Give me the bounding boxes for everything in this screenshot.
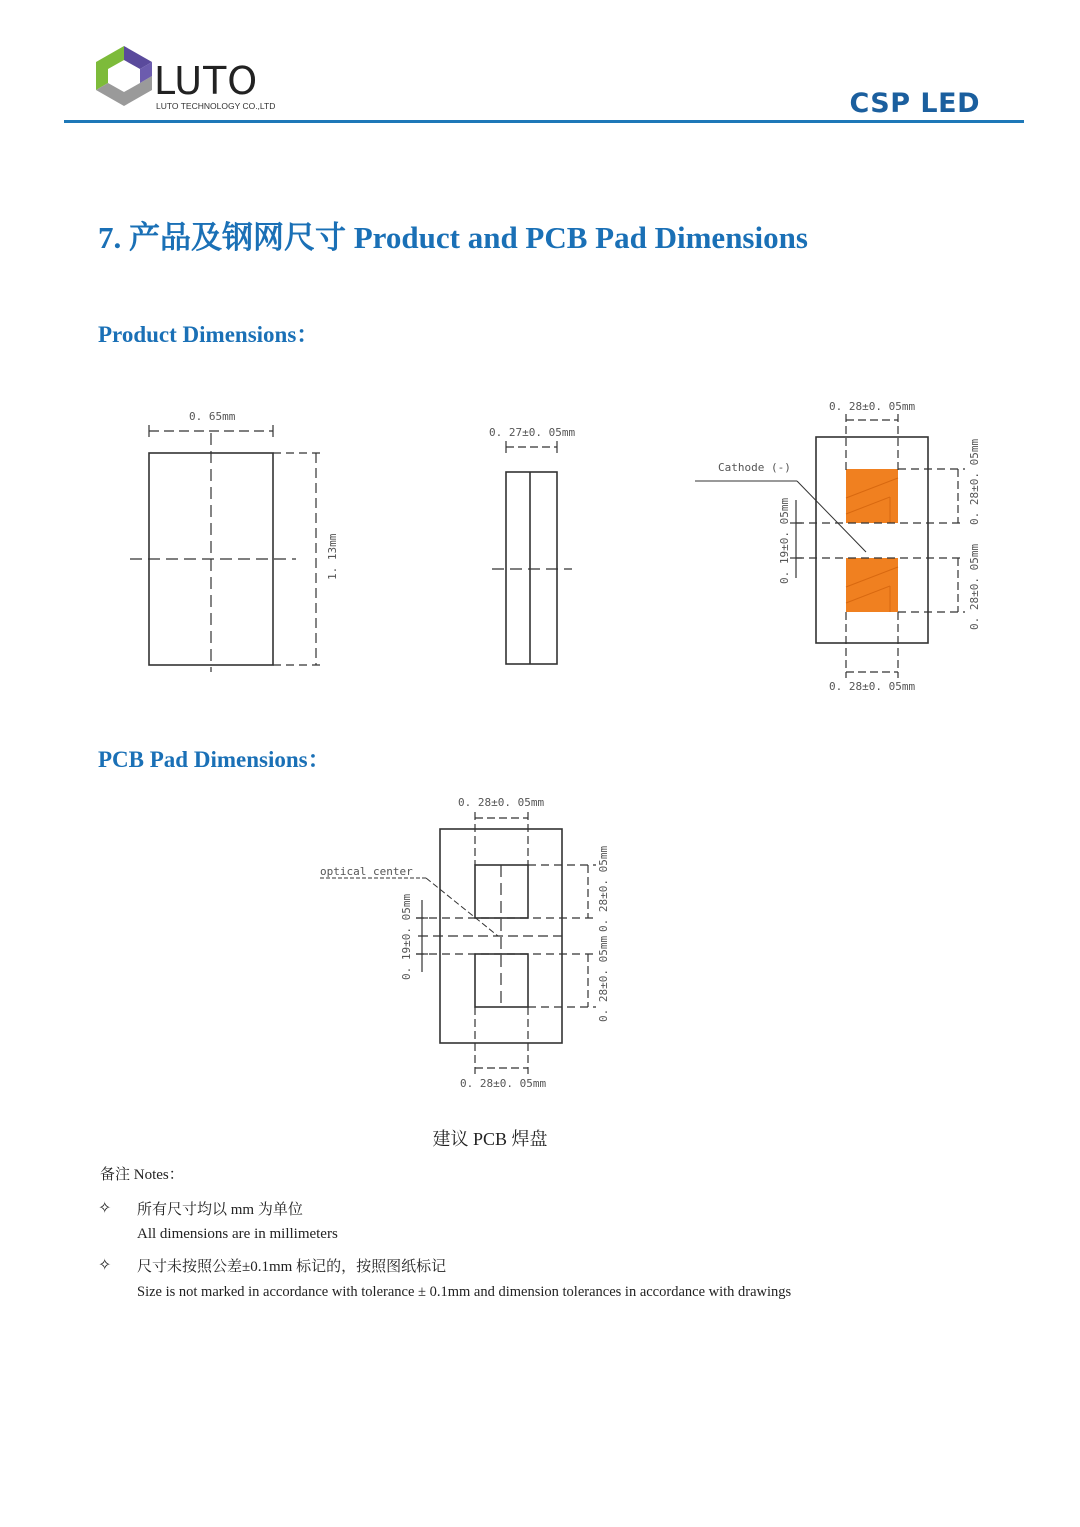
dim-thickness: 0. 27±0. 05mm <box>489 426 576 439</box>
bottom-view <box>695 414 965 678</box>
pcb-dim-pad-width-bottom: 0. 28±0. 05mm <box>460 1077 547 1090</box>
dim-pad-width-top: 0. 28±0. 05mm <box>829 400 916 413</box>
brand-name: LUTO <box>154 59 259 103</box>
brand-tagline: LUTO TECHNOLOGY CO.,LTD <box>156 101 276 111</box>
luto-logo <box>88 42 288 118</box>
pcb-dim-pad-gap: 0. 19±0. 05mm <box>400 893 413 980</box>
dim-width: 0. 65mm <box>189 410 236 423</box>
note-zh: 尺寸未按照公差±0.1mm 标记的，按照图纸标记 <box>137 1259 447 1275</box>
pcb-pad-dimensions-heading: PCB Pad Dimensions： <box>98 747 331 772</box>
bullet-icon: ✧ <box>98 1257 112 1274</box>
pcb-pad-view <box>320 812 596 1074</box>
note-en: Size is not marked in accordance with tolerance ± 0.1mm and dimension tolerances in accordance with drawings <box>137 1284 792 1300</box>
pcb-dim-pad-height-bottom: 0. 28±0. 05mm <box>597 935 610 1022</box>
dim-pad-height-top: 0. 28±0. 05mm <box>968 438 981 525</box>
bullet-icon: ✧ <box>98 1200 112 1217</box>
pcb-dim-pad-height-top: 0. 28±0. 05mm <box>597 845 610 932</box>
note-zh: 所有尺寸均以 mm 为单位 <box>137 1202 303 1218</box>
pcb-dim-pad-width-top: 0. 28±0. 05mm <box>458 796 545 809</box>
section-title: 7. 产品及钢网尺寸 Product and PCB Pad Dimensions <box>98 220 808 255</box>
dim-length: 1. 13mm <box>326 533 339 580</box>
pcb-pad-caption: 建议 PCB 焊盘 <box>432 1129 548 1149</box>
notes-heading: 备注 Notes： <box>100 1167 184 1183</box>
dimension-drawings <box>0 380 1080 1120</box>
dim-pad-height-bottom: 0. 28±0. 05mm <box>968 543 981 630</box>
logo-cube-icon <box>96 46 152 106</box>
product-type: CSP LED <box>849 88 980 119</box>
dim-pad-gap: 0. 19±0. 05mm <box>778 497 791 584</box>
cathode-label: Cathode (-) <box>718 461 791 474</box>
product-dimensions-heading: Product Dimensions： <box>98 322 320 347</box>
header-divider <box>64 120 1024 123</box>
side-view <box>492 441 572 664</box>
optical-center-label: optical center <box>320 865 413 878</box>
top-view <box>130 425 322 672</box>
note-en: All dimensions are in millimeters <box>137 1226 338 1242</box>
dim-pad-width-bottom: 0. 28±0. 05mm <box>829 680 916 693</box>
